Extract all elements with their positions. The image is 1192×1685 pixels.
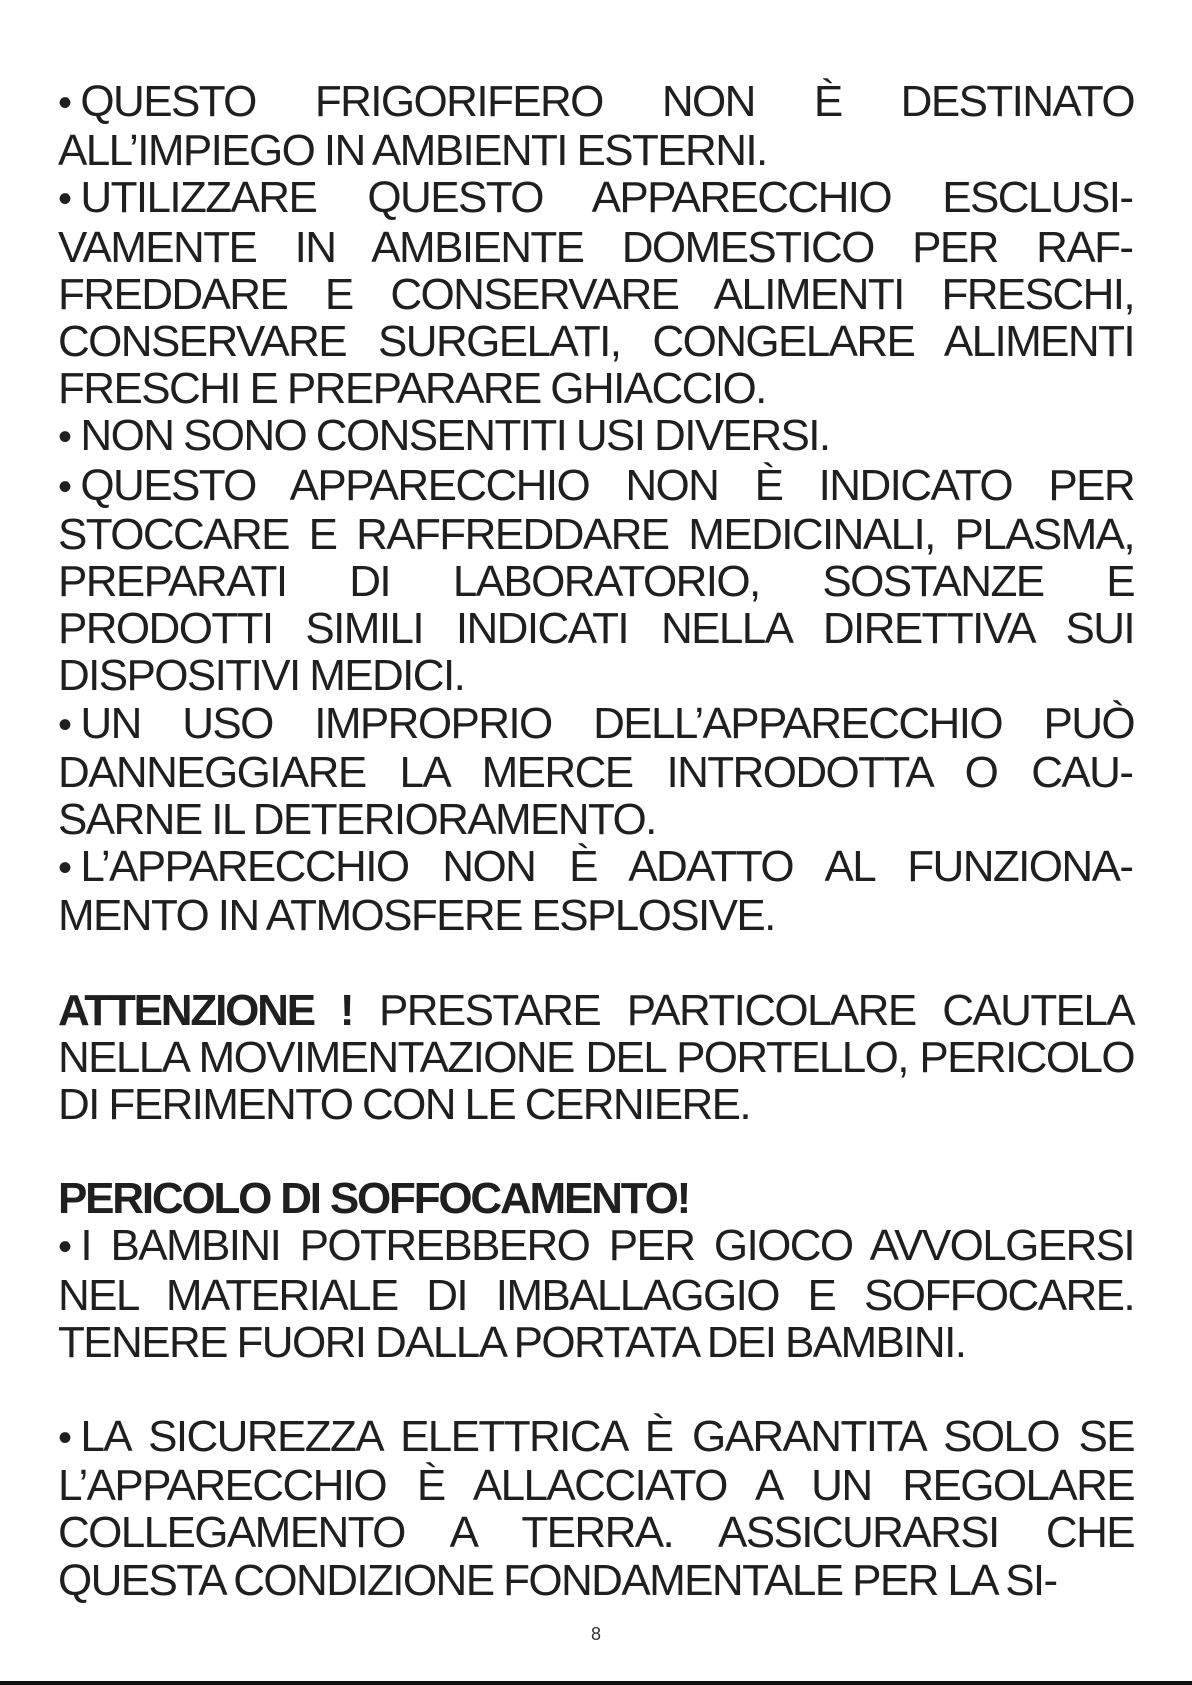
suffocation-heading: PERICOLO DI SOFFOCAMENTO!	[58, 1174, 690, 1224]
bullet-icon: •	[58, 846, 71, 891]
paragraph-text: UTILIZZARE QUESTO APPARECCHIO ESCLUSIVAMENTE IN AMBIENTE DOMESTICO PER RAFFREDDARE E CONSERVARE ALIMENTI FRESCHI, CONSERVARE SURGELATI, CONGELARE ALIMENTI FRESCHI E PREPARARE GHIACCIO.	[58, 173, 1134, 414]
suffocation-text: I BAMBINI POTREBBERO PER GIOCO AVVOLGERSI NEL MATERIALE DI IMBALLAGGIO E SOFFOCARE. TENERE FUORI DALLA PORTATA DEI BAMBINI.	[58, 1221, 1134, 1367]
bullet-icon: •	[58, 464, 71, 509]
warning-paragraph	[58, 987, 1134, 1129]
spacer	[58, 1366, 1134, 1413]
spacer	[58, 1128, 1134, 1175]
paragraph-no-other-uses	[58, 412, 1134, 461]
bullet-icon: •	[58, 1225, 71, 1270]
paragraph-domestic-use	[58, 174, 1134, 412]
paragraph-text: L’APPARECCHIO NON È ADATTO AL FUNZIONAMENTO IN ATMOSFERE ESPLOSIVE.	[58, 842, 1134, 941]
electrical-safety-paragraph	[58, 1413, 1134, 1604]
paragraph-text: NON SONO CONSENTITI USI DIVERSI.	[80, 411, 830, 461]
paragraph-improper-use	[58, 700, 1134, 844]
paragraph-text: QUESTO APPARECCHIO NON È INDICATO PER STOCCARE E RAFFREDDARE MEDICINALI, PLASMA, PREPARATI DI LABORATORIO, SOSTANZE E PRODOTTI SIMILI INDICATI NELLA DIRETTIVA SUI DISPOSITIVI MEDICI.	[58, 460, 1134, 701]
bottom-edge-rule	[0, 1681, 1192, 1685]
bullet-icon: •	[58, 415, 71, 460]
document-page	[58, 78, 1134, 1604]
paragraph-text: UN USO IMPROPRIO DELL’APPARECCHIO PUÒ DANNEGGIARE LA MERCE INTRODOTTA O CAUSARNE IL DETERIORAMENTO.	[58, 698, 1134, 845]
paragraph-medical-storage	[58, 462, 1134, 700]
warning-text: PRESTARE PARTICOLARE CAUTELA NELLA MOVIMENTAZIONE DEL PORTELLO, PERICOLO DI FERIMENTO CON LE CERNIERE.	[58, 985, 1134, 1130]
bullet-icon: •	[58, 177, 71, 222]
paragraph-text: QUESTO FRIGORIFERO NON È DESTINATO ALL’IMPIEGO IN AMBIENTI ESTERNI.	[58, 77, 1134, 176]
page-number: 8	[590, 1624, 601, 1644]
bullet-icon: •	[58, 1416, 71, 1461]
electrical-text: LA SICUREZZA ELETTRICA È GARANTITA SOLO SE L’APPARECCHIO È ALLACCIATO A UN REGOLARE COLLEGAMENTO A TERRA. ASSICURARSI CHE QUESTA CONDIZIONE FONDAMENTALE PER LA SI-	[58, 1412, 1134, 1605]
paragraph-outdoor-use	[58, 78, 1134, 174]
spacer	[58, 940, 1134, 987]
bullet-icon: •	[58, 702, 71, 747]
suffocation-paragraph	[58, 1222, 1134, 1366]
paragraph-explosive-atmospheres	[58, 843, 1134, 939]
bullet-icon: •	[58, 81, 71, 125]
warning-label: ATTENZIONE !	[58, 985, 353, 1035]
